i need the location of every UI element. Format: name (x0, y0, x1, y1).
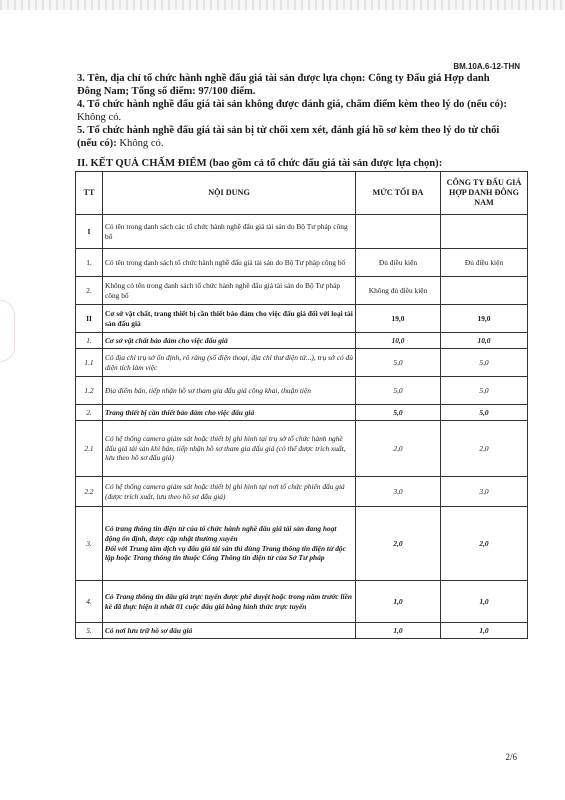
cell-content: Cơ sở vật chất, trang thiết bị cần thiết bảo đảm cho việc đấu giá đối với loại tài sản đấu giá (103, 305, 356, 333)
cell-tt: 1.1 (76, 349, 103, 377)
score-table (75, 171, 528, 639)
cell-max: Không đủ điều kiện (356, 277, 441, 305)
header-max: MỨC TỐI ĐA (356, 172, 441, 215)
cell-tt: II (76, 305, 103, 333)
cell-content: Có tên trong danh sách các tổ chức hành nghề đấu giá tài sản do Bộ Tư pháp công bố (103, 215, 356, 249)
cell-content: Có Trang thông tin đấu giá trực tuyến được phê duyệt hoặc trong năm trước liền kề đã thực hiện ít nhất 01 cuộc đấu giá bằng hình thức trực tuyến (103, 581, 356, 623)
cell-tt: 2. (76, 277, 103, 305)
header-tt: TT (76, 172, 103, 215)
stamp-fragment (0, 300, 15, 362)
cell-tt: 1.2 (76, 377, 103, 405)
header-company: CÔNG TY ĐẤU GIÁ HỢP DANH ĐÔNG NAM (441, 172, 528, 215)
cell-company: 1,0 (441, 581, 528, 623)
section-title: II. KẾT QUẢ CHẤM ĐIỂM (bao gồm cả tổ chức đấu giá tài sản được lựa chọn): (77, 158, 443, 169)
cell-max: 3,0 (356, 477, 441, 507)
item-3-text: 3. Tên, địa chỉ tổ chức hành nghề đấu giá tài sản được lựa chọn: Công ty Đấu giá Hợp danh Đông Nam; Tổng số điểm: (77, 73, 490, 97)
table-row (76, 249, 528, 277)
intro-item-3 (77, 72, 507, 98)
cell-content: Có địa chỉ trụ sở ổn định, rõ ràng (số điện thoại, địa chỉ thư điện tử...), trụ sở có đủ diện tích làm việc (103, 349, 356, 377)
cell-max: 5,0 (356, 377, 441, 405)
table-row (76, 333, 528, 349)
document-code: BM.10A.6-12-THN (453, 62, 520, 71)
item-4-value: Không có. (77, 112, 122, 123)
table-row (76, 277, 528, 305)
cell-max: 5,0 (356, 349, 441, 377)
cell-tt: 3. (76, 507, 103, 581)
cell-content: Trang thiết bị cần thiết bảo đảm cho việc đấu giá (103, 405, 356, 421)
table-row (76, 581, 528, 623)
cell-content: Cơ sở vật chất bảo đảm cho việc đấu giá (103, 333, 356, 349)
cell-company: 19,0 (441, 305, 528, 333)
intro-section (77, 72, 507, 150)
cell-tt: 2.2 (76, 477, 103, 507)
table-header-row (76, 172, 528, 215)
cell-tt: 2.1 (76, 421, 103, 477)
table-row (76, 305, 528, 333)
cell-company: 5,0 (441, 377, 528, 405)
cell-content: Có nơi lưu trữ hồ sơ đấu giá (103, 623, 356, 639)
item-4-title: 4. Tổ chức hành nghề đấu giá tài sản không được đánh giá, chấm điểm kèm theo lý do (nếu có): (77, 99, 507, 110)
cell-content: Có hệ thống camera giám sát hoặc thiết bị ghi hình tại nơi tổ chức phiên đấu giá (được trích xuất, lưu theo hồ sơ đấu giá) (103, 477, 356, 507)
cell-max: 2,0 (356, 507, 441, 581)
cell-max: 19,0 (356, 305, 441, 333)
cell-max: 10,0 (356, 333, 441, 349)
cell-company: 2,0 (441, 421, 528, 477)
table-row (76, 377, 528, 405)
page-number: 2/6 (505, 752, 517, 762)
table-row (76, 349, 528, 377)
cell-content: Có tên trong danh sách tổ chức hành nghề đấu giá tài sản do Bộ Tư pháp công bố (103, 249, 356, 277)
table-row (76, 421, 528, 477)
intro-item-5 (77, 124, 507, 150)
cell-max: 1,0 (356, 623, 441, 639)
table-row (76, 477, 528, 507)
cell-company (441, 277, 528, 305)
table-row (76, 623, 528, 639)
header-content: NỘI DUNG (103, 172, 356, 215)
table-row (76, 405, 528, 421)
cell-content: Có hệ thống camera giám sát hoặc thiết bị ghi hình tại trụ sở tổ chức hành nghề đấu giá tài sản khi bán, tiếp nhận hồ sơ tham gia đấu giá (có thể được trích xuất, lưu theo hồ sơ đấu giá) (103, 421, 356, 477)
cell-content: Có trang thông tin điện tử của tổ chức hành nghề đấu giá tài sản đang hoạt động ổn định, được cập nhật thường xuyên Đối với Trung tâm dịch vụ đấu giá tài sản thì dùng Trang thông tin điện tử độc lập hoặc Trang thông tin thuộc Cổng Thông tin điện tử của Sở Tư pháp (103, 507, 356, 581)
cell-tt: 1. (76, 333, 103, 349)
cell-content: Không có tên trong danh sách tổ chức hành nghề đấu giá tài sản do Bộ Tư pháp công bố (103, 277, 356, 305)
cell-max: 2,0 (356, 421, 441, 477)
cell-max: 5,0 (356, 405, 441, 421)
cell-tt: 1. (76, 249, 103, 277)
cell-company: 10,0 (441, 333, 528, 349)
cell-tt: 2. (76, 405, 103, 421)
table-row (76, 507, 528, 581)
intro-item-4 (77, 98, 507, 124)
cell-max: 1,0 (356, 581, 441, 623)
cell-content: Địa điểm bán, tiếp nhận hồ sơ tham gia đấu giá công khai, thuận tiện (103, 377, 356, 405)
item-3-score: 97/100 điểm. (198, 86, 256, 97)
cell-company: 2,0 (441, 507, 528, 581)
table-body (76, 215, 528, 639)
scan-top-edge (0, 0, 565, 10)
cell-company: 5,0 (441, 349, 528, 377)
cell-company: 3,0 (441, 477, 528, 507)
cell-company: 1,0 (441, 623, 528, 639)
cell-tt: 4. (76, 581, 103, 623)
cell-company (441, 215, 528, 249)
table-row (76, 215, 528, 249)
cell-max: Đủ điều kiện (356, 249, 441, 277)
cell-company: 5,0 (441, 405, 528, 421)
item-5-title: 5. Tổ chức hành nghề đấu giá tài sản bị từ chối xem xét, đánh giá hồ sơ kèm theo lý do từ chối (nếu có): (77, 125, 500, 149)
cell-tt: 5. (76, 623, 103, 639)
cell-tt: I (76, 215, 103, 249)
item-5-value: Không có. (116, 138, 164, 149)
cell-max (356, 215, 441, 249)
cell-company: Đủ điều kiện (441, 249, 528, 277)
